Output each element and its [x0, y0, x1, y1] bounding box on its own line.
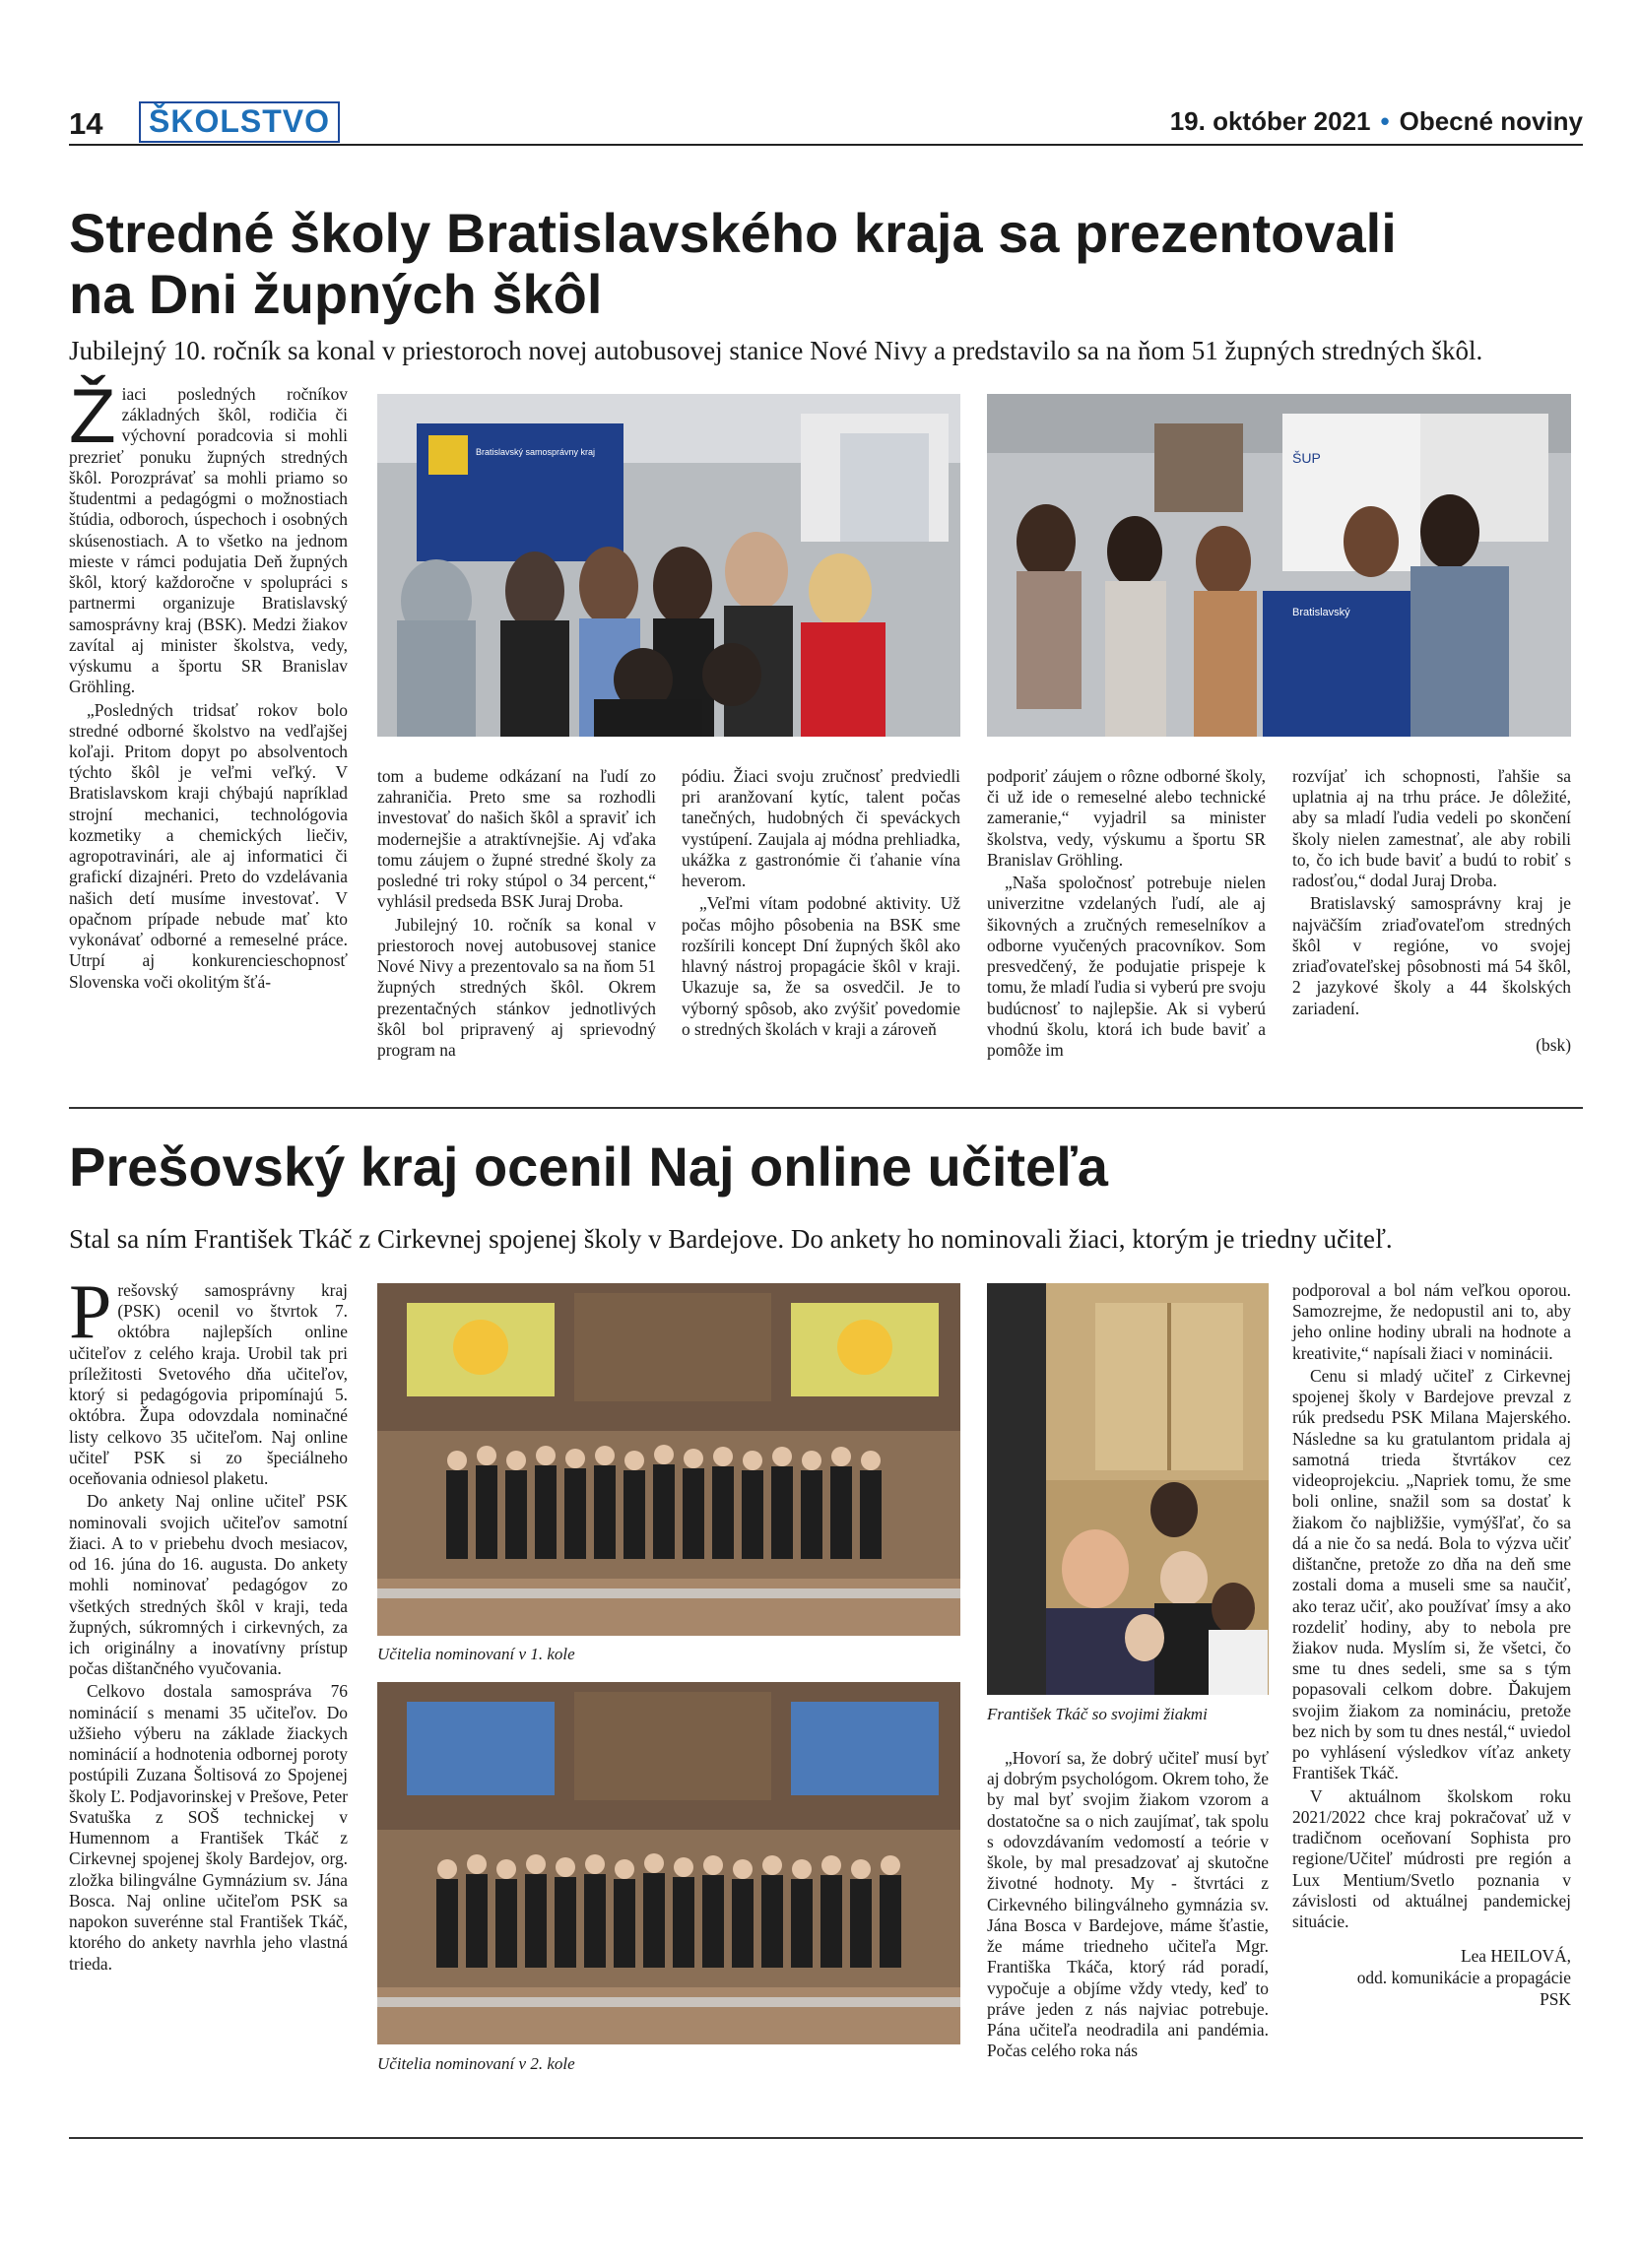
article1-photo-stand: [987, 394, 1571, 737]
article2-paragraph: Cenu si mladý učiteľ z Cirkevnej spojenej školy v Bardejove prevzal z rúk predsedu PSK Milana Majerského. Následne sa ku gratulantom pridala aj samotná trieda štvrtákov cez videoprojekciu. „Napriek tomu, že sme boli online, snažil som sa dostať k žiakom čo najbližšie, vymýšľať, čo sa dá a nie čo sa nedá. Bola to výzva učiť dištančne, pretože zo dňa na deň sme zostali doma a museli sme sa naučiť, ako teraz učiť, ako používať ímsy a ako rozdeliť hodiny, aby to nebola pre žiakov nuda. Myslím si, že všetci, čo sme tu dnes sedeli, sme sa s tým popasovali celkom dobre. Ďakujem svojim žiakom za nomináciu, pretože bez nich by som tu dnes nestál,“ uviedol po vyhlásení výsledkov víťaz ankety František Tkáč.: [1292, 1365, 1571, 1783]
stand-sign-sup: ŠUP: [1292, 450, 1321, 466]
article1-paragraph: tom a budeme odkázaní na ľudí zo zahraničia. Preto sme sa rozhodli investovať do našich škôl a spraviť ich modernejšie a atraktívnejšie. Aj vďaka tomu záujem o župné stredné školy za posledné tri roky stúpol o 34 percent,“ vyhlásil predseda BSK Juraj Droba.: [377, 766, 656, 912]
article2-column-1: [69, 1268, 348, 1976]
caption-round2: Učitelia nominovaní v 2. kole: [377, 2054, 575, 2073]
drop-cap: Ž: [69, 372, 116, 459]
article1-paragraph: „Posledných tridsať rokov bolo stredné odborné školstvo na vedľajšej koľaji. Pritom dopyt po absolventoch týchto škôl je veľmi veľký. V Bratislavskom kraji chýbajú napríklad strojní mechanici, technológovia kozmetiky a chemických liečiv, agropotravinári, ale aj informatici či grafickí dizajnéri. Preto do vzdelávania našich detí musíme investovať. V opačnom prípade nebude mať kto vykonávať odborné a remeselné práce. Utrpí aj konkurencieschopnosť Slovenska voči okolitým šťá-: [69, 699, 348, 992]
bottom-rule: [69, 2137, 1583, 2139]
article1-paragraph: Bratislavský samosprávny kraj je najväčším zriaďovateľom stredných škôl v regióne, vo svojej zriaďovateľskej pôsobnosti má 54 škôl, 2 jazykové školy a 44 školských zariadení.: [1292, 893, 1571, 1018]
article1-photo-students: [377, 394, 960, 737]
article1-column-1: [69, 372, 348, 995]
article-divider: [69, 1107, 1583, 1109]
article1-title: [69, 203, 1586, 324]
article2-lead: Stal sa ním František Tkáč z Cirkevnej spojenej školy v Bardejove. Do ankety ho nominovali žiaci, ktorým je triedny učiteľ.: [69, 1224, 1393, 1254]
article2-photo-round2: [377, 1682, 960, 2044]
page-number: 14: [69, 106, 103, 141]
caption-teacher: František Tkáč so svojimi žiakmi: [987, 1705, 1208, 1723]
article2-column-5: [1292, 1280, 1571, 2011]
article2-signature: [1292, 1946, 1571, 2010]
article2-title: Prešovský kraj ocenil Naj online učiteľa: [69, 1135, 1108, 1198]
stand-sign-text: Bratislavský samosprávny kraj: [476, 447, 596, 457]
date-text: 19. október 2021: [1169, 106, 1371, 136]
article2-paragraph: Celkovo dostala samospráva 76 nominácií s menami 35 učiteľov. Do užšieho výberu na základe žiackych nominácií a hodnotenia odbornej poroty postúpili Zuzana Šoltisová zo Spojenej školy Ľ. Podjavorinskej v Prešove, Peter Svatuška z SOŠ technickej v Humennom a František Tkáč z Cirkevnej spojenej školy Bardejov, org. zložka bilingválne Gymnázium sv. Jána Bosca. Naj online učiteľom PSK sa napokon suverénne stal František Tkáč, ktorého do ankety navrhla jeho vlastná trieda.: [69, 1681, 348, 1974]
article1-paragraph: Jubilejný 10. ročník sa konal v priestoroch novej autobusovej stanice Nové Nivy a prezentovalo sa na ňom 51 župných stredných škôl. Okrem prezentačných stánkov jednotlivých škôl bol pripravený aj sprievodný program na: [377, 914, 656, 1061]
article2-paragraph: Prešovský samosprávny kraj (PSK) ocenil vo štvrtok 7. októbra najlepších online učiteľov z celého kraja. Urobil tak pri príležitosti Svetového dňa učiteľov, ktorý si pedagógovia pripomínajú 5. októbra. Župa odovzdala nominačné listy celkovo 35 učiteľom. Naj online učiteľ PSK si zo špeciálneho oceňovania odniesol plaketu.: [69, 1268, 348, 1489]
article1-paragraph: podporiť záujem o rôzne odborné školy, či už ide o remeselné alebo technické zameranie,“ vyjadril sa minister školstva, vedy, výskumu a športu SR Branislav Gröhling.: [987, 766, 1266, 870]
stand-sign-bratislavsky: Bratislavský: [1292, 607, 1350, 618]
section-tag: ŠKOLSTVO: [139, 101, 340, 143]
article1-paragraph: rozvíjať ich schopnosti, ľahšie sa uplatnia aj na trhu práce. Je dôležité, aby sa mladí ľudia vedeli po skončení školy nielen zamestnať, ale aby robili to, čo ich bude baviť a budú to robiť s radosťou,“ dodal Juraj Droba.: [1292, 766, 1571, 891]
publication-name: Obecné noviny: [1399, 106, 1583, 136]
signature-name: Lea HEILOVÁ,: [1460, 1946, 1571, 1967]
article1-column-2: [377, 766, 656, 1063]
article2-paragraph: podporoval a bol nám veľkou oporou. Samozrejme, že nedopustil ani to, aby jeho online hodiny ubrali na hodnote a kreativite,“ napísali žiaci v nominácii.: [1292, 1280, 1571, 1363]
article1-title-line1: Stredné školy Bratislavského kraja sa prezentovali: [69, 202, 1397, 264]
article1-column-5: [1292, 766, 1571, 1057]
article2-column-4: [987, 1748, 1269, 2064]
article1-column-4: [987, 766, 1266, 1063]
signature-department: odd. komunikácie a propagácie: [1356, 1968, 1571, 1988]
article1-signature: (bsk): [1536, 1034, 1571, 1055]
article2-paragraph: V aktuálnom školskom roku 2021/2022 chce kraj pokračovať už v tradičnom oceňovaní Sophista pro regione/Učiteľ múdrosti pre región a Lux Mentium/Svetlo poznania v závislosti od aktuálnej pandemickej situácie.: [1292, 1785, 1571, 1932]
article1-paragraph: Žiaci posledných ročníkov základných škôl, rodičia či výchovní poradcovia si mohli prezrieť ponuku župných stredných škôl. Porozprávať sa mohli priamo so študentmi a pedagógmi o možnostiach štúdia, odboroch, úspechoch i osobných skúsenostiach. A to všetko na jednom mieste v rámci podujatia Deň župných škôl, ktorý každoročne v spolupráci s partnermi organizuje Bratislavský samosprávny kraj (BSK). Medzi žiakov zavítal aj minister školstva, vedy, výskumu a športu SR Branislav Gröhling.: [69, 372, 348, 697]
article2-paragraph: Do ankety Naj online učiteľ PSK nominovali svojich učiteľov samotní žiaci. A to v priebehu dvoch mesiacov, od 16. júna do 16. augusta. Do ankety mohli nominovať pedagógov zo všetkých stredných škôl v kraji, teda župných, súkromných i cirkevných, za ich originálny a inovatívny prístup počas dištančného vyučovania.: [69, 1491, 348, 1679]
article1-column-3: [682, 766, 960, 1042]
issue-date: [1170, 106, 1583, 137]
article1-lead: Jubilejný 10. ročník sa konal v priestoroch novej autobusovej stanice Nové Nivy a predstavilo sa na ňom 51 župných stredných škôl.: [69, 336, 1483, 365]
article1-paragraph: „Naša spoločnosť potrebuje nielen univerzitne vzdelaných ľudí, ale aj šikovných a zručných remeselníkov a odborne vyučených pracovníkov. Som presvedčený, že podujatie prispeje k tomu, že mladí ľudia si vyberú pre svoju budúcnosť to najlepšie. Ak si vyberú vhodnú školu, ktorá ich bude baviť a pomôže im: [987, 873, 1266, 1061]
article2-paragraph: „Hovorí sa, že dobrý učiteľ musí byť aj dobrým psychológom. Okrem toho, že by mal byť svojim žiakom vzorom a dostatočne sa o nich zaujímať, tak spolu s odovzdávaním vedomostí a teórie v škole, by mal presadzovať aj skutočne životné hodnoty. My - štvrtáci z Cirkevného bilingválneho gymnázia sv. Jána Bosca v Bardejove, máme šťastie, že máme triedneho učiteľa Mgr. Františka Tkáča, ktorý rád poradí, vypočuje a objíme vždy vtedy, keď to práve jeden z nás najviac potrebuje. Pána učiteľa neodradila ani pandémia. Počas celého roka nás: [987, 1748, 1269, 2061]
article2-photo-round1: [377, 1283, 960, 1636]
article2-photo-teacher-students: [987, 1283, 1269, 1695]
article1-paragraph: pódiu. Žiaci svoju zručnosť predviedli pri aranžovaní kytíc, talent počas tanečných, hudobných či speváckych vystúpení. Zaujala aj módna prehliadka, ukážka z gastronómie či ťahanie vína heverom.: [682, 766, 960, 891]
separator-dot: •: [1380, 106, 1390, 136]
caption-round1: Učitelia nominovaní v 1. kole: [377, 1645, 575, 1663]
drop-cap: P: [69, 1268, 112, 1354]
article1-paragraph: „Veľmi vítam podobné aktivity. Už počas môjho pôsobenia na BSK sme rozšírili koncept Dní župných škôl ako hlavný nástroj propagácie škôl v kraji. Ukazuje sa, že sa osvedčil. Je to výborný spôsob, ako zvýšiť povedomie o stredných školách v kraji a zároveň: [682, 893, 960, 1039]
header-rule: [69, 144, 1583, 146]
signature-organization: PSK: [1540, 1988, 1571, 2009]
article1-title-line2: na Dni župných škôl: [69, 262, 603, 325]
